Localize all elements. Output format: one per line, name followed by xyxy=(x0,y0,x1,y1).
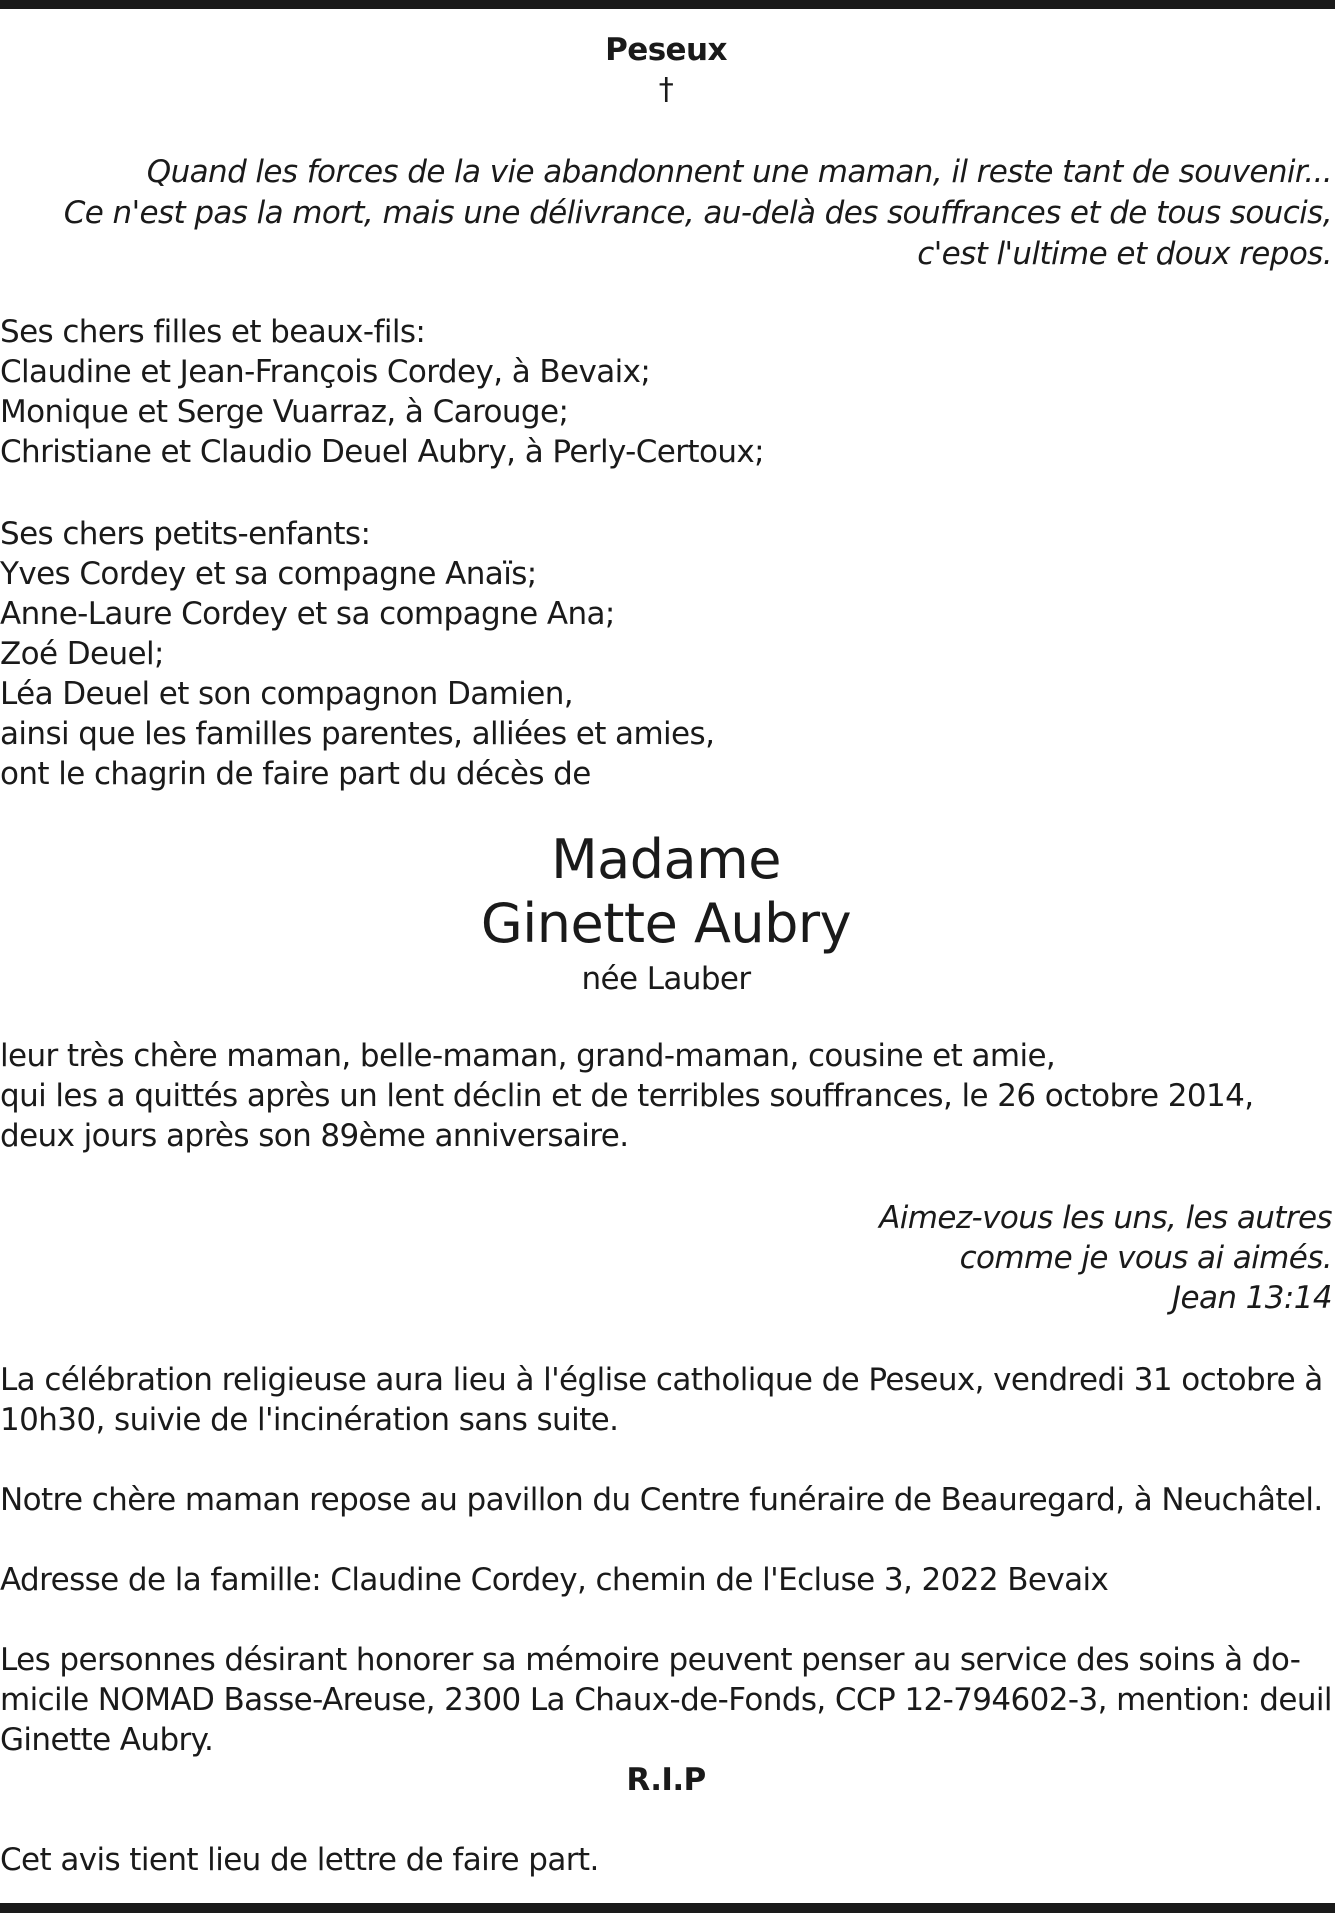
daughters-heading: Ses chers filles et beaux-fils: xyxy=(0,314,426,350)
town-heading: Peseux xyxy=(605,32,727,68)
cross-icon: † xyxy=(658,72,674,107)
list-item: ont le chagrin de faire part du décès de xyxy=(0,756,591,792)
deceased-birth-name: née Lauber xyxy=(581,961,751,997)
grandchildren-list xyxy=(0,514,1332,794)
verse-line: Aimez-vous les uns, les autres xyxy=(879,1200,1332,1236)
list-item: Zoé Deuel; xyxy=(0,636,164,672)
announcement-line: qui les a quittés après un lent déclin et de terribles souffrances, le 26 octobre 2014, xyxy=(0,1078,1254,1114)
poem-line: Quand les forces de la vie abandonnent une maman, il reste tant de souvenir... xyxy=(146,154,1332,190)
poem-line: Ce n'est pas la mort, mais une délivrance, au-delà des souffrances et de tous soucis, xyxy=(63,195,1332,231)
bottom-border-rule xyxy=(0,1903,1335,1913)
donation-line: micile NOMAD Basse-Areuse, 2300 La Chaux-de-Fonds, CCP 12-794602-3, mention: deuil xyxy=(0,1682,1332,1718)
deceased-name: Ginette Aubry xyxy=(480,892,852,955)
closing-note: Cet avis tient lieu de lettre de faire part. xyxy=(0,1842,599,1878)
announcement-paragraph xyxy=(0,1036,1332,1156)
grandchildren-heading: Ses chers petits-enfants: xyxy=(0,516,371,552)
ceremony-line: 10h30, suivie de l'incinération sans suite. xyxy=(0,1402,619,1438)
bible-verse xyxy=(0,1198,1332,1318)
list-item: Christiane et Claudio Deuel Aubry, à Perly-Certoux; xyxy=(0,434,764,470)
donation-line: Ginette Aubry. xyxy=(0,1722,214,1758)
donation-paragraph xyxy=(0,1640,1332,1760)
family-address: Adresse de la famille: Claudine Cordey, chemin de l'Ecluse 3, 2022 Bevaix xyxy=(0,1562,1109,1598)
donation-line: Les personnes désirant honorer sa mémoire peuvent penser au service des soins à do- xyxy=(0,1642,1301,1678)
announcement-line: leur très chère maman, belle-maman, grand-maman, cousine et amie, xyxy=(0,1038,1056,1074)
daughters-list xyxy=(0,312,1332,472)
ceremony-line: La célébration religieuse aura lieu à l'église catholique de Peseux, vendredi 31 octobre à xyxy=(0,1362,1323,1398)
announcement-line: deux jours après son 89ème anniversaire. xyxy=(0,1118,629,1154)
deceased-title: Madame xyxy=(551,828,781,891)
list-item: Monique et Serge Vuarraz, à Carouge; xyxy=(0,394,569,430)
opening-poem xyxy=(0,152,1332,275)
ceremony-paragraph xyxy=(0,1360,1332,1440)
poem-line: c'est l'ultime et doux repos. xyxy=(917,236,1332,272)
list-item: Léa Deuel et son compagnon Damien, xyxy=(0,676,574,712)
pavilion-paragraph: Notre chère maman repose au pavillon du Centre funéraire de Beauregard, à Neuchâtel. xyxy=(0,1482,1323,1518)
verse-reference: Jean 13:14 xyxy=(1171,1280,1332,1316)
rip-heading: R.I.P xyxy=(626,1762,706,1798)
list-item: Yves Cordey et sa compagne Anaïs; xyxy=(0,556,537,592)
list-item: Anne-Laure Cordey et sa compagne Ana; xyxy=(0,596,615,632)
list-item: ainsi que les familles parentes, alliées et amies, xyxy=(0,716,715,752)
verse-line: comme je vous ai aimés. xyxy=(959,1240,1332,1276)
list-item: Claudine et Jean-François Cordey, à Bevaix; xyxy=(0,354,651,390)
top-border-rule xyxy=(0,0,1335,9)
